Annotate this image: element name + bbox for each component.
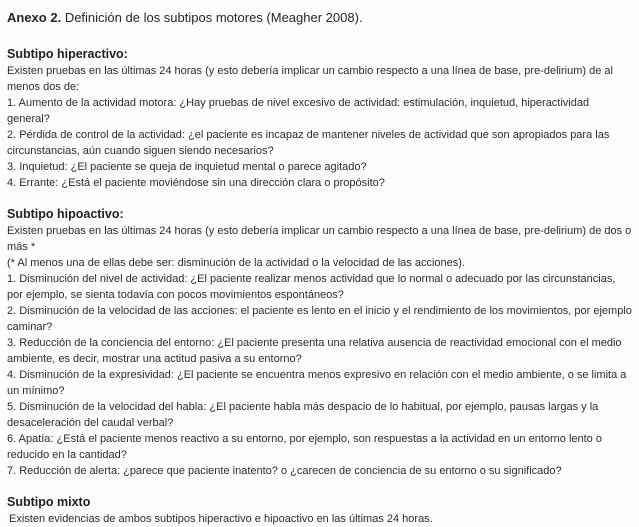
criterion-item: 1. Aumento de la actividad motora: ¿Hay pruebas de nivel excesivo de actividad: estimulación, inquietud, hiperactividad general?: [7, 97, 590, 125]
section-intro-mixed: Existen evidencias de ambos subtipos hiperactivo e hipoactivo en las últimas 24 horas.: [9, 513, 433, 525]
criterion-item: 2. Disminución de la velocidad de las acciones: el paciente es lento en el inicio y el rendimiento de los movimientos, por ejemplo caminar?: [7, 305, 632, 333]
section-intro-hyperactive: Existen pruebas en las últimas 24 horas (y esto debería implicar un cambio respecto a una línea de base, pre-delirium) de al menos dos de:: [7, 65, 613, 93]
criterion-item: 4. Errante: ¿Está el paciente moviéndose sin una dirección clara o propósito?: [7, 177, 385, 189]
section-heading-hyperactive: Subtipo hiperactivo:: [7, 47, 128, 61]
criterion-item: 7. Reducción de alerta: ¿parece que paciente inatento? o ¿carecen de conciencia de su entorno o su significado?: [7, 465, 562, 477]
section-hyperactive-subtype: [7, 46, 633, 191]
criterion-item: 3. Inquietud: ¿El paciente se queja de inquietud mental o parece agitado?: [7, 161, 367, 173]
page-title-text: Definición de los subtipos motores (Meagher 2008).: [64, 10, 363, 25]
criterion-item: 2. Pérdida de control de la actividad: ¿el paciente es incapaz de mantener niveles de actividad que son apropiados para las circunstancias, aún cuando siguen siendo necesarios?: [7, 129, 610, 157]
criterion-item: 6. Apatía: ¿Está el paciente menos reactivo a su entorno, por ejemplo, son respuestas a la actividad en un entorno lento o reducido en la cantidad?: [7, 433, 602, 461]
page-title-annex-label: Anexo 2.: [7, 10, 62, 25]
criterion-item: 1. Disminución del nivel de actividad: ¿El paciente realizar menos actividad que lo normal o adecuado por las circunstancias, por ejemplo, se sienta todavía con pocos movimientos espontáneos?: [7, 273, 616, 301]
section-intro-hypoactive: Existen pruebas en las últimas 24 horas (y esto debería implicar un cambio respecto a una línea de base, pre-delirium) de dos o más *: [7, 225, 632, 253]
criterion-item: 3. Reducción de la conciencia del entorno: ¿El paciente presenta una relativa ausencia de reactividad emocional con el medio ambiente, es decir, mostrar una actitud pasiva a su entorno?: [7, 337, 622, 365]
page-title: [7, 9, 633, 26]
section-heading-hypoactive: Subtipo hipoactivo:: [7, 207, 124, 221]
criterion-item: 5. Disminución de la velocidad del habla: ¿El paciente habla más despacio de lo habitual, por ejemplo, pausas largas y la desaceleración del caudal verbal?: [7, 401, 599, 429]
section-mixed-subtype: [7, 494, 633, 527]
section-hypoactive-subtype: [7, 206, 633, 479]
section-note-hypoactive: (* Al menos una de ellas debe ser: disminución de la actividad o la velocidad de las acciones).: [7, 257, 465, 269]
criterion-item: 4. Disminución de la expresividad: ¿El paciente se encuentra menos expresivo en relación con el medio ambiente, o se limita a un mínimo?: [7, 369, 627, 397]
section-heading-mixed: Subtipo mixto: [7, 495, 91, 509]
